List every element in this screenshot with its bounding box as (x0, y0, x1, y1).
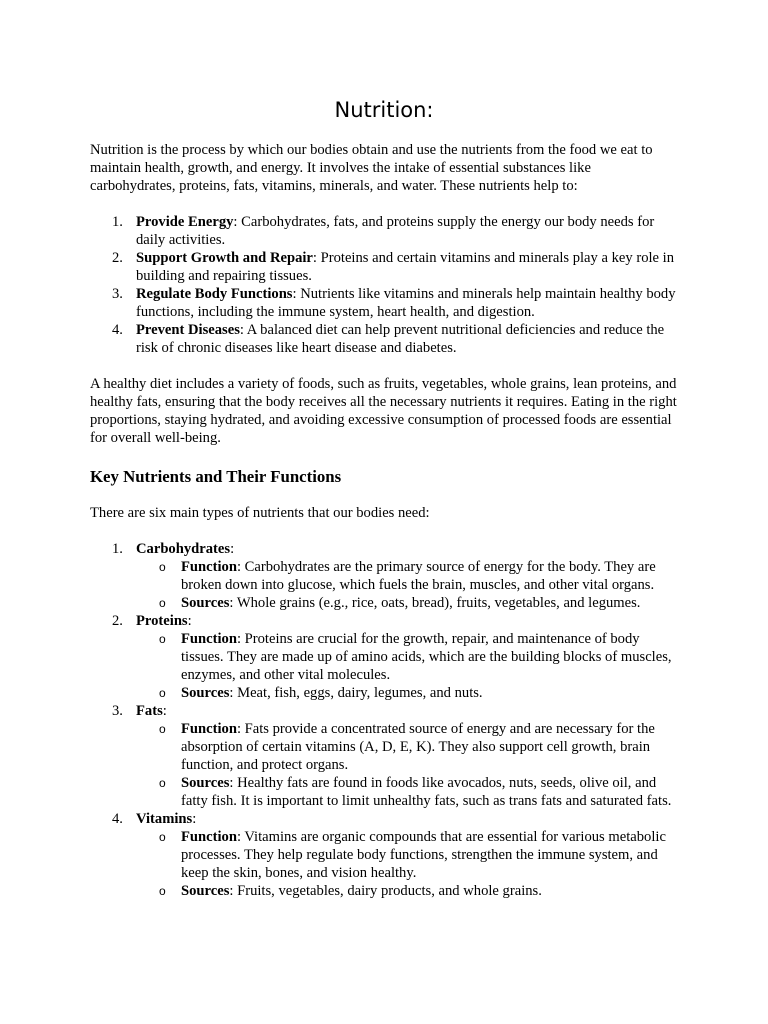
bullet-icon: o (159, 830, 166, 844)
sources-label: Sources (181, 685, 230, 701)
function-text: : Carbohydrates are the primary source of energy for the body. They are broken down into glucose, which fuels the brain, muscles, and other vital organs. (181, 559, 656, 593)
nutrient-name: Vitamins (136, 811, 193, 827)
sources-item (136, 684, 678, 702)
bullet-icon: o (159, 632, 166, 646)
list-number: 1. (112, 214, 123, 230)
six-types-paragraph: There are six main types of nutrients that our bodies need: (90, 505, 430, 521)
section-heading: Key Nutrients and Their Functions (90, 467, 342, 486)
nutrient-item-proteins (90, 612, 678, 702)
function-text: : Vitamins are organic compounds that are essential for various metabolic processes. They help regulate body functions, strengthen the immune system, and keep the skin, bones, and vision healthy. (181, 829, 666, 881)
benefit-item (90, 321, 678, 357)
sources-item (136, 882, 678, 900)
benefit-item (90, 249, 678, 285)
function-item (136, 828, 678, 882)
bullet-icon: o (159, 884, 166, 898)
sources-text: : Fruits, vegetables, dairy products, and whole grains. (229, 883, 542, 899)
bullet-icon: o (159, 776, 166, 790)
sources-text: : Whole grains (e.g., rice, oats, bread), fruits, vegetables, and legumes. (229, 595, 641, 611)
sources-label: Sources (181, 883, 230, 899)
sources-item (136, 594, 678, 612)
sources-label: Sources (181, 595, 230, 611)
nutrient-details (136, 630, 678, 702)
bullet-icon: o (159, 560, 166, 574)
colon: : (162, 703, 167, 719)
list-number: 2. (112, 613, 123, 629)
nutrient-name: Carbohydrates (136, 541, 231, 557)
list-number: 3. (112, 286, 123, 302)
bullet-icon: o (159, 596, 166, 610)
colon: : (187, 613, 192, 629)
colon: : (230, 541, 235, 557)
benefit-term: Regulate Body Functions (136, 286, 293, 302)
nutrient-details (136, 558, 678, 612)
list-number: 3. (112, 703, 123, 719)
intro-paragraph: Nutrition is the process by which our bodies obtain and use the nutrients from the food we eat to maintain health, growth, and energy. It involves the intake of essential substances like carbohydrates, proteins, fats, vitamins, minerals, and water. These nutrients help to: (90, 142, 653, 194)
nutrient-details (136, 720, 678, 810)
nutrients-list (90, 540, 678, 900)
benefit-item (90, 213, 678, 249)
sources-label: Sources (181, 775, 230, 791)
function-item (136, 630, 678, 684)
function-label: Function (181, 631, 237, 647)
nutrient-item-carbohydrates (90, 540, 678, 612)
nutrient-details (136, 828, 678, 900)
benefit-term: Support Growth and Repair (136, 250, 313, 266)
sources-item (136, 774, 678, 810)
benefits-list (90, 213, 678, 357)
function-text: : Proteins are crucial for the growth, repair, and maintenance of body tissues. They are made up of amino acids, which are the building blocks of muscles, enzymes, and other vital molecules. (181, 631, 672, 683)
nutrient-item-vitamins (90, 810, 678, 900)
list-number: 4. (112, 322, 123, 338)
sources-text: : Healthy fats are found in foods like avocados, nuts, seeds, olive oil, and fatty fish. It is important to limit unhealthy fats, such as trans fats and saturated fats. (181, 775, 672, 809)
sources-text: : Meat, fish, eggs, dairy, legumes, and nuts. (229, 685, 483, 701)
bullet-icon: o (159, 686, 166, 700)
nutrient-name: Fats (136, 703, 163, 719)
nutrient-item-fats (90, 702, 678, 810)
benefit-text: : Nutrients like vitamins and minerals help maintain healthy body functions, including the immune system, heart health, and digestion. (136, 286, 676, 320)
benefit-item (90, 285, 678, 321)
bullet-icon: o (159, 722, 166, 736)
list-number: 1. (112, 541, 123, 557)
benefit-text: : Carbohydrates, fats, and proteins supply the energy our body needs for daily activities. (136, 214, 655, 248)
list-number: 2. (112, 250, 123, 266)
function-item (136, 720, 678, 774)
page-title: Nutrition: (334, 98, 434, 122)
list-number: 4. (112, 811, 123, 827)
benefit-text: : A balanced diet can help prevent nutritional deficiencies and reduce the risk of chronic diseases like heart disease and diabetes. (136, 322, 665, 356)
function-label: Function (181, 721, 237, 737)
function-text: : Fats provide a concentrated source of energy and are necessary for the absorption of certain vitamins (A, D, E, K). They also support cell growth, brain function, and protect organs. (181, 721, 655, 773)
nutrient-name: Proteins (136, 613, 188, 629)
function-label: Function (181, 559, 237, 575)
colon: : (192, 811, 197, 827)
function-item (136, 558, 678, 594)
function-label: Function (181, 829, 237, 845)
benefit-term: Prevent Diseases (136, 322, 240, 338)
benefit-text: : Proteins and certain vitamins and minerals play a key role in building and repairing tissues. (136, 250, 675, 284)
benefit-term: Provide Energy (136, 214, 234, 230)
healthy-diet-paragraph: A healthy diet includes a variety of foods, such as fruits, vegetables, whole grains, lean proteins, and healthy fats, ensuring that the body receives all the necessary nutrients it requires. Eating in the right proportions, staying hydrated, and avoiding excessive consumption of processed foods are essential for overall well-being. (90, 376, 677, 446)
